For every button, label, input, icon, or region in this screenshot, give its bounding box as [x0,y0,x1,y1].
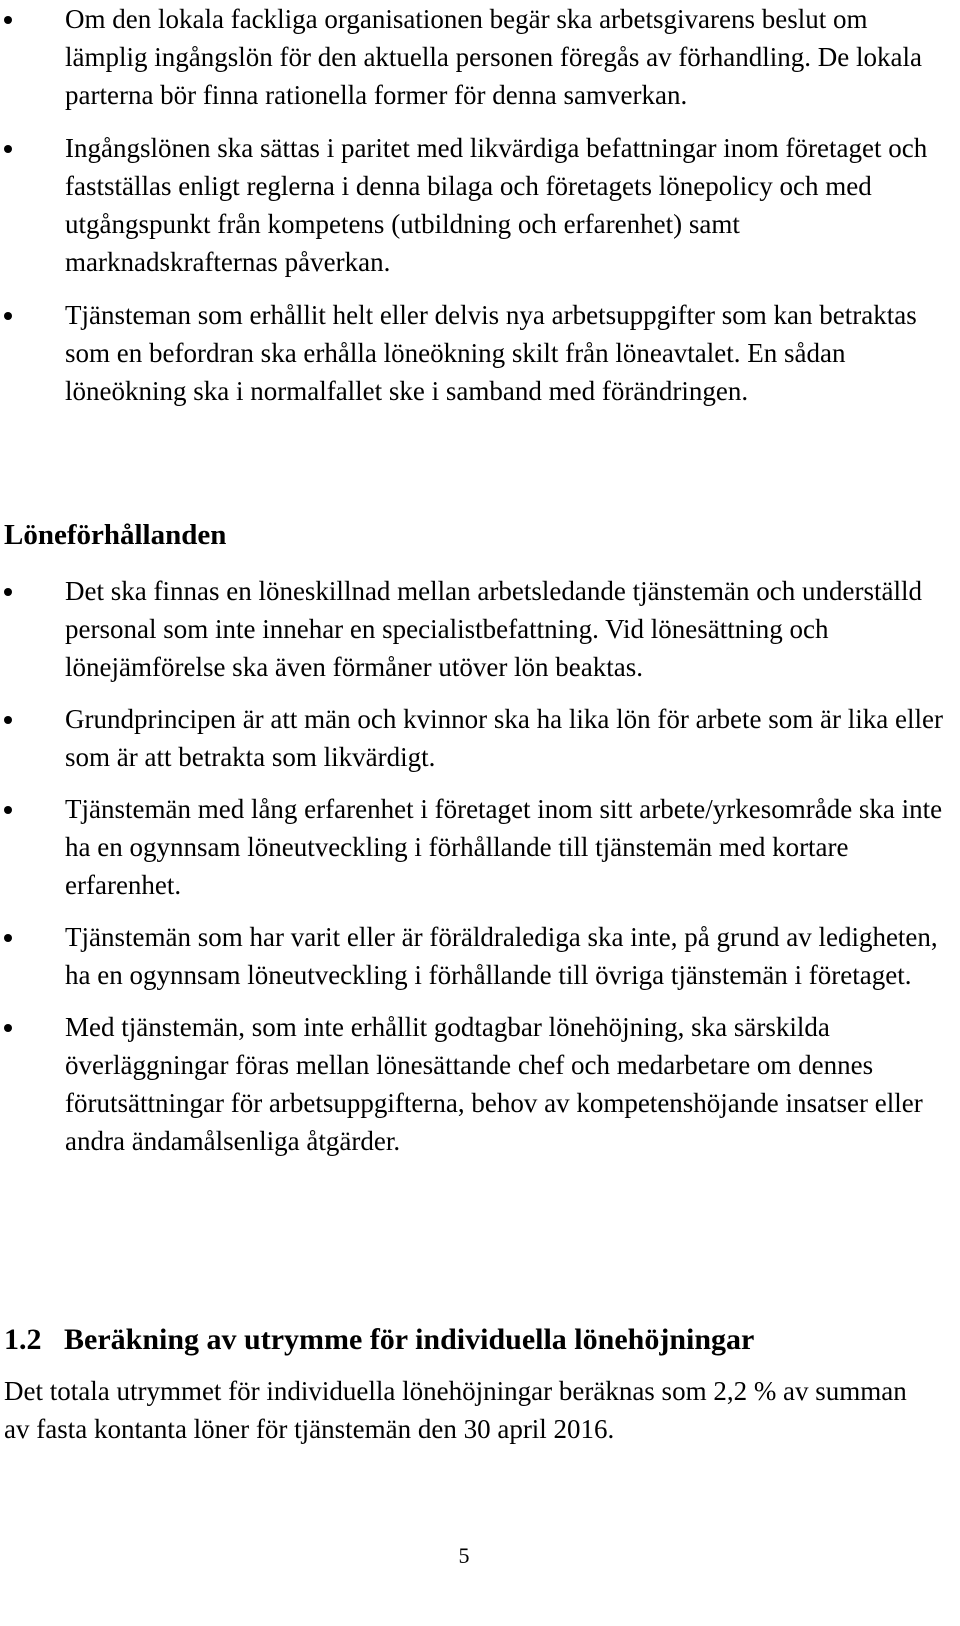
bullet-icon [4,16,12,24]
list-item [0,1008,950,1160]
subsection-number: 1.2 [4,1323,42,1356]
list-item [0,918,950,994]
salary-conditions-bullet-list [0,572,950,1160]
subsection-title: Beräkning av utrymme för individuella lönehöjningar [64,1323,755,1356]
list-item [0,790,950,904]
bullet-text: Tjänstemän med lång erfarenhet i företaget inom sitt arbete/yrkesområde ska inte ha en ogynnsam löneutveckling i förhållande till tjänstemän med kortare erfarenhet. [65,794,943,900]
bullet-text: Tjänsteman som erhållit helt eller delvis nya arbetsuppgifter som kan betraktas som en befordran ska erhålla löneökning skilt från löneavtalet. En sådan löneökning ska i normalfallet ske i samband med förändringen. [65,300,917,406]
bullet-text: Tjänstemän som har varit eller är föräldralediga ska inte, på grund av ledigheten, ha en ogynnsam löneutveckling i förhållande till övriga tjänstemän i företaget. [65,922,938,990]
section-heading: Löneförhållanden [4,519,227,551]
list-item [0,296,950,410]
subsection-paragraph: Det totala utrymmet för individuella lönehöjningar beräknas som 2,2 % av summan av fasta kontanta löner för tjänstemän den 30 april 2016. [4,1376,907,1444]
list-item [0,129,950,281]
bullet-icon [4,145,12,153]
bullet-icon [4,806,12,814]
page-number: 5 [458,1543,470,1568]
list-item [0,572,950,686]
bullet-text: Grundprincipen är att män och kvinnor ska ha lika lön för arbete som är lika eller som är att betrakta som likvärdigt. [65,704,943,772]
subsection-heading [4,1320,754,1360]
bullet-text: Med tjänstemän, som inte erhållit godtagbar lönehöjning, ska särskilda överläggningar föras mellan lönesättande chef och medarbetare om dennes förutsättningar för arbetsuppgifterna, behov av kompetenshöjande insatser eller andra ändamålsenliga åtgärder. [65,1012,923,1156]
bullet-icon [4,934,12,942]
bullet-text: Det ska finnas en löneskillnad mellan arbetsledande tjänstemän och underställd personal som inte innehar en specialistbefattning. Vid lönesättning och lönejämförelse ska även förmåner utöver lön beaktas. [65,576,922,682]
bullet-icon [4,312,12,320]
intro-bullet-list [0,0,950,410]
bullet-icon [4,716,12,724]
bullet-text: Ingångslönen ska sättas i paritet med likvärdiga befattningar inom företaget och fastställas enligt reglerna i denna bilaga och företagets lönepolicy och med utgångspunkt från kompetens (utbildning och erfarenhet) samt marknadskrafternas påverkan. [65,133,928,277]
list-item [0,700,950,776]
bullet-icon [4,588,12,596]
list-item [0,0,950,114]
bullet-text: Om den lokala fackliga organisationen begär ska arbetsgivarens beslut om lämplig ingångslön för den aktuella personen föregås av förhandling. De lokala parterna bör finna rationella former för denna samverkan. [65,4,922,110]
bullet-icon [4,1024,12,1032]
